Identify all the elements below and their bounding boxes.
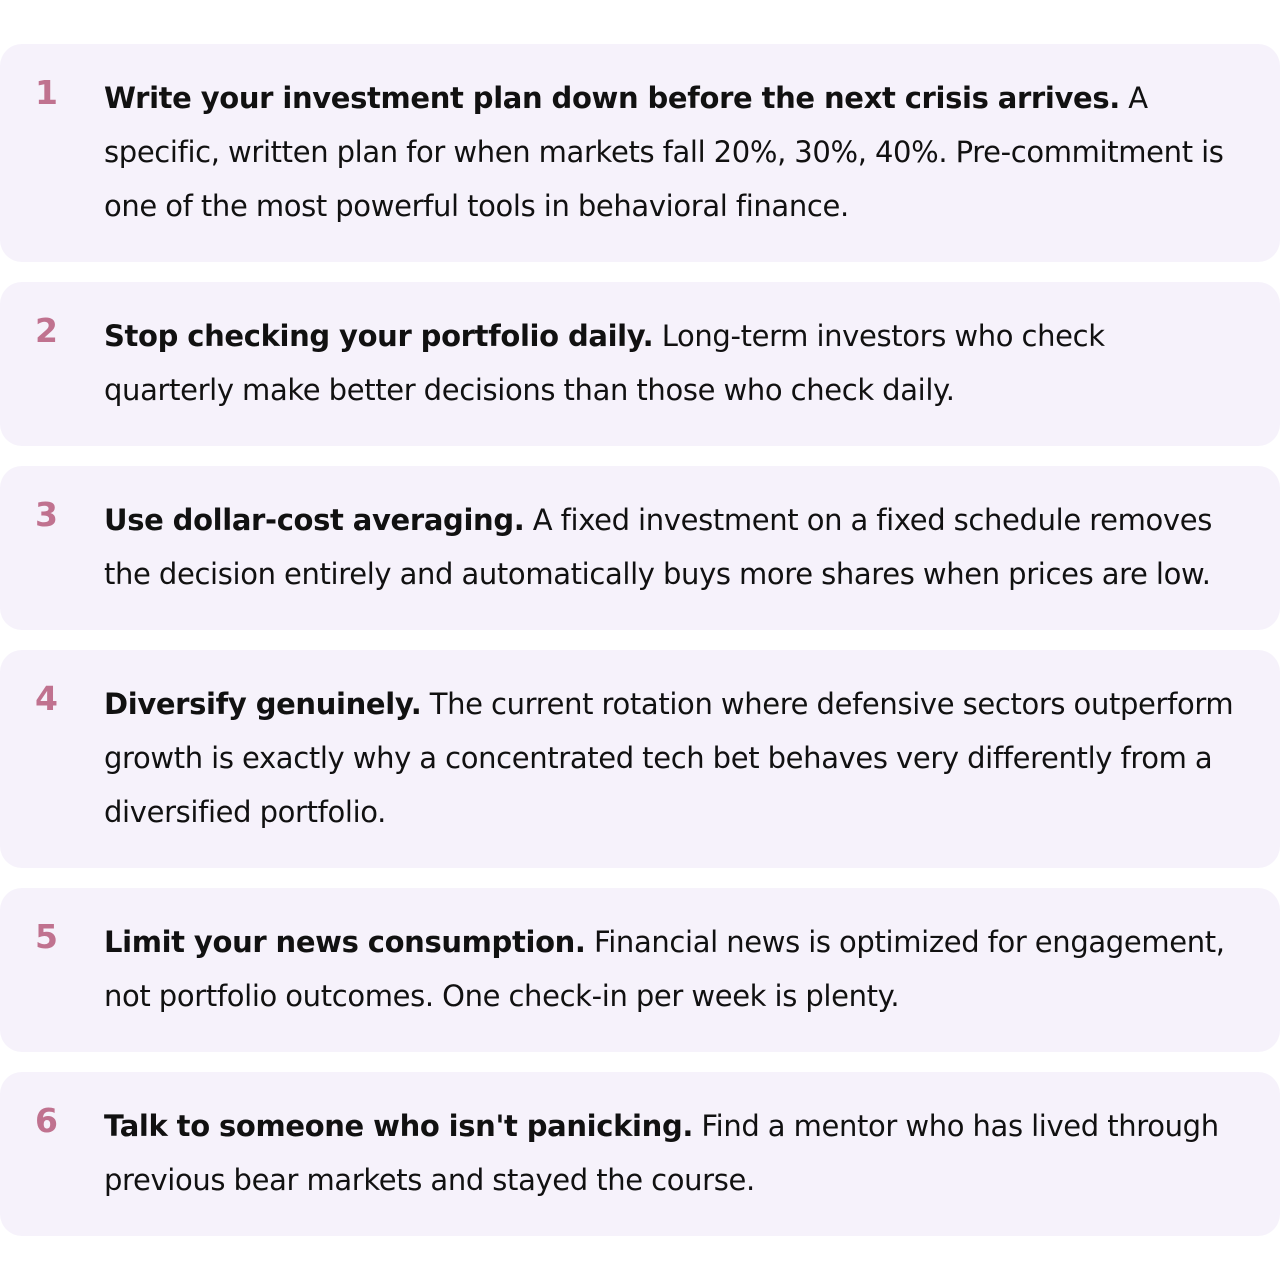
tip-number: 4 xyxy=(35,679,58,718)
tip-number: 2 xyxy=(35,311,58,350)
tip-number: 5 xyxy=(35,917,58,956)
tip-title: Talk to someone who isn't panicking. xyxy=(104,1109,694,1143)
tip-number: 3 xyxy=(35,495,58,534)
tip-card-1 xyxy=(0,44,1280,262)
tip-body: A specific, written plan for when markets fall 20%, 30%, 40%. Pre-commitment is one of the most powerful tools in behavioral finance. xyxy=(104,81,1224,223)
tip-text xyxy=(104,915,1238,1023)
tip-number: 6 xyxy=(35,1101,58,1140)
tip-card-4 xyxy=(0,650,1280,868)
tip-text xyxy=(104,493,1238,601)
tip-card-3 xyxy=(0,466,1280,630)
tip-title: Diversify genuinely. xyxy=(104,687,422,721)
tip-card-6 xyxy=(0,1072,1280,1236)
tip-text xyxy=(104,1099,1238,1207)
tip-text xyxy=(104,677,1238,839)
tip-body: The current rotation where defensive sectors outperform growth is exactly why a concentrated tech bet behaves very differently from a diversified portfolio. xyxy=(104,687,1234,829)
tip-body: Financial news is optimized for engagement, not portfolio outcomes. One check-in per week is plenty. xyxy=(104,925,1225,1013)
tip-title: Limit your news consumption. xyxy=(104,925,586,959)
tip-body: Long-term investors who check quarterly make better decisions than those who check daily. xyxy=(104,319,1105,407)
tip-text xyxy=(104,309,1238,417)
tip-card-5 xyxy=(0,888,1280,1052)
tip-title: Stop checking your portfolio daily. xyxy=(104,319,654,353)
tip-text xyxy=(104,71,1238,233)
tip-title: Use dollar-cost averaging. xyxy=(104,503,525,537)
tip-body: A fixed investment on a fixed schedule removes the decision entirely and automatically buys more shares when prices are low. xyxy=(104,503,1212,591)
tip-card-2 xyxy=(0,282,1280,446)
tip-body: Find a mentor who has lived through previous bear markets and stayed the course. xyxy=(104,1109,1219,1197)
tip-number: 1 xyxy=(35,73,58,112)
tip-title: Write your investment plan down before the next crisis arrives. xyxy=(104,81,1120,115)
